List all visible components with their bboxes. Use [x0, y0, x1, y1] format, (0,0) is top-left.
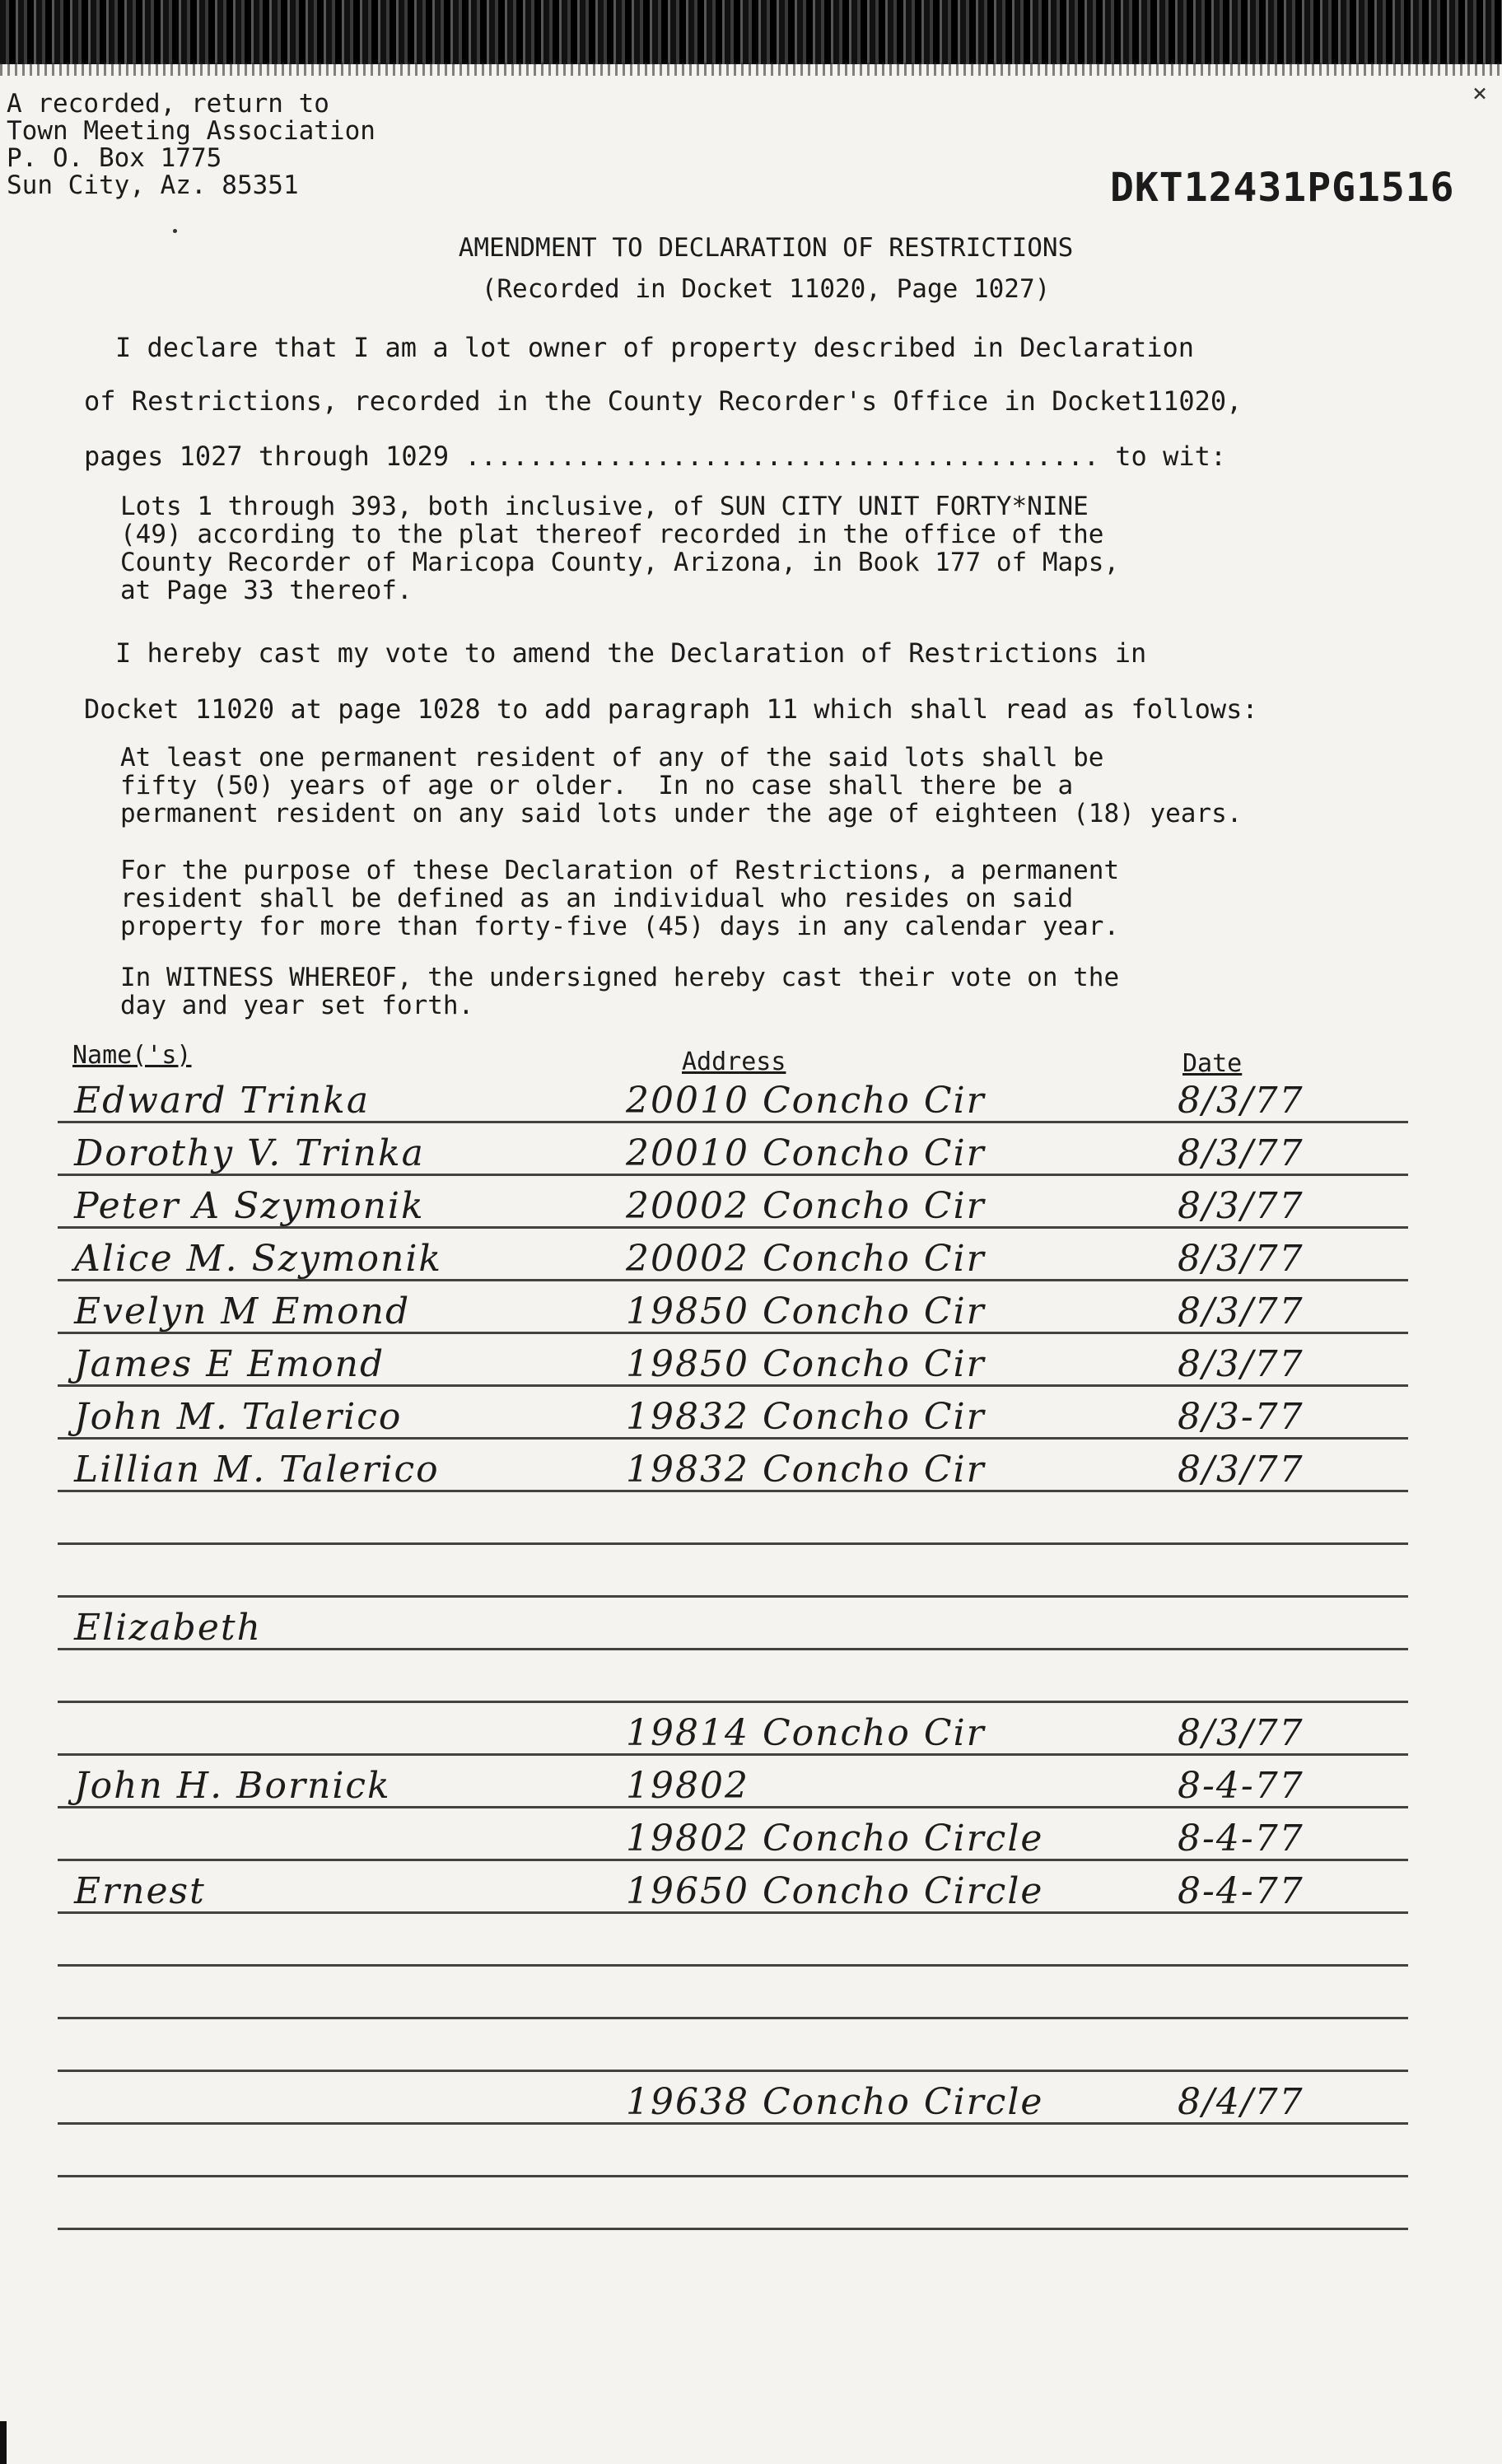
signature-name: John H. Bornick [74, 1765, 391, 1807]
signature-row [58, 2187, 1408, 2233]
return-line: Town Meeting Association [7, 116, 376, 146]
signature-date: 8/3/77 [1178, 1343, 1304, 1385]
witness-line: In WITNESS WHEREOF, the undersigned hereby cast their vote on the [120, 963, 1120, 992]
signature-name: Lillian M. Talerico [74, 1449, 440, 1491]
signature-address: 19832 Concho Cir [626, 1449, 986, 1491]
signature-date: 8/3/77 [1178, 1132, 1304, 1174]
signature-row [58, 1080, 1408, 1127]
column-header-address: Address [682, 1048, 786, 1076]
vote-line: I hereby cast my vote to amend the Declaration of Restrictions in [115, 637, 1147, 669]
signature-address: 19650 Concho Circle [626, 1870, 1044, 1912]
signature-name: John M. Talerico [74, 1396, 403, 1438]
signature-rule [58, 1595, 1408, 1598]
signature-row [58, 1924, 1408, 1970]
signature-address: 19850 Concho Cir [626, 1343, 986, 1385]
signature-date: 8/3/77 [1178, 1238, 1304, 1280]
signature-address: 19802 [626, 1765, 749, 1807]
signature-row [58, 1818, 1408, 1864]
signature-date: 8/3/77 [1178, 1185, 1304, 1227]
scan-edge-top [0, 0, 1502, 64]
column-header-name: Name('s) [72, 1041, 192, 1070]
signature-date: 8/3/77 [1178, 1449, 1304, 1491]
document-title: AMENDMENT TO DECLARATION OF RESTRICTIONS [458, 233, 1074, 263]
signature-row [58, 1449, 1408, 1496]
vote-line: Docket 11020 at page 1028 to add paragraph 11 which shall read as follows: [84, 693, 1258, 725]
signature-address: 20010 Concho Cir [626, 1080, 986, 1122]
signature-rule [58, 1701, 1408, 1703]
signature-rule [58, 1542, 1408, 1545]
signature-address: 20002 Concho Cir [626, 1185, 986, 1227]
signature-name: Ernest [74, 1870, 206, 1912]
witness-clause [120, 964, 1119, 1020]
scan-edge-left [0, 2421, 7, 2464]
signature-row [58, 1555, 1408, 1601]
signature-date: 8/3-77 [1178, 1396, 1304, 1438]
definition-line: resident shall be defined as an individual who resides on said [120, 884, 1074, 913]
signature-rule [58, 1964, 1408, 1967]
signature-address: 20010 Concho Cir [626, 1132, 986, 1174]
paragraph-line: fifty (50) years of age or older. In no case shall there be a [120, 771, 1074, 800]
signature-name: Alice M. Szymonik [74, 1238, 443, 1280]
column-header-date: Date [1182, 1049, 1243, 1078]
signature-rule [58, 2070, 1408, 2072]
corner-mark: × [1472, 79, 1488, 108]
lots-line: at Page 33 thereof. [120, 576, 413, 605]
signature-row [58, 1344, 1408, 1390]
signature-name: Dorothy V. Trinka [74, 1132, 425, 1174]
signature-date: 8/3/77 [1178, 1712, 1304, 1754]
return-line: Sun City, Az. 85351 [7, 170, 299, 200]
lots-line: (49) according to the plat thereof recorded in the office of the [120, 520, 1104, 549]
signature-row [58, 1502, 1408, 1548]
signature-row [58, 2135, 1408, 2181]
declaration-line: pages 1027 through 1029 ........................................ to wit: [84, 441, 1227, 472]
return-address [7, 91, 376, 199]
signature-row [58, 1239, 1408, 1285]
definition-line: For the purpose of these Declaration of Restrictions, a permanent [120, 856, 1120, 885]
lots-line: County Recorder of Maricopa County, Arizona, in Book 177 of Maps, [120, 548, 1120, 577]
signature-name: Peter A Szymonik [74, 1185, 425, 1227]
signature-name: Evelyn M Emond [74, 1290, 411, 1332]
signature-row [58, 2082, 1408, 2128]
signature-row [58, 1976, 1408, 2023]
lots-line: Lots 1 through 393, both inclusive, of SUN CITY UNIT FORTY*NINE [120, 492, 1089, 521]
signature-rule [58, 2228, 1408, 2230]
signature-rule [58, 2017, 1408, 2019]
signature-row [58, 1608, 1408, 1654]
signature-date: 8-4-77 [1178, 1870, 1304, 1912]
lots-description [120, 492, 1119, 604]
docket-stamp: DKT12431PG1516 [1110, 165, 1455, 211]
signature-row [58, 1660, 1408, 1706]
signature-date: 8-4-77 [1178, 1818, 1304, 1860]
signature-address: 19814 Concho Cir [626, 1712, 986, 1754]
signature-name: Edward Trinka [74, 1080, 371, 1122]
paragraph-11 [120, 744, 1242, 828]
signature-row [58, 1186, 1408, 1232]
definition-paragraph [120, 856, 1119, 940]
signature-row [58, 1291, 1408, 1337]
signature-row [58, 1713, 1408, 1759]
signature-date: 8/4/77 [1178, 2081, 1304, 2123]
return-line: P. O. Box 1775 [7, 143, 222, 173]
signature-row [58, 1397, 1408, 1443]
signature-row [58, 1871, 1408, 1917]
witness-line: day and year set forth. [120, 991, 474, 1020]
document-subtitle: (Recorded in Docket 11020, Page 1027) [481, 274, 1051, 304]
signature-address: 19850 Concho Cir [626, 1290, 986, 1332]
return-line: A recorded, return to [7, 89, 329, 119]
signature-name: Elizabeth [74, 1607, 262, 1649]
definition-line: property for more than forty-five (45) days in any calendar year. [120, 912, 1120, 941]
signature-date: 8/3/77 [1178, 1290, 1304, 1332]
signature-row [58, 1133, 1408, 1179]
signature-address: 19832 Concho Cir [626, 1396, 986, 1438]
signature-address: 19638 Concho Circle [626, 2081, 1044, 2123]
signature-name: James E Emond [74, 1343, 385, 1385]
signature-date: 8/3/77 [1178, 1080, 1304, 1122]
paragraph-line: permanent resident on any said lots under the age of eighteen (18) years. [120, 799, 1243, 828]
paragraph-line: At least one permanent resident of any of the said lots shall be [120, 743, 1104, 772]
declaration-line: of Restrictions, recorded in the County Recorder's Office in Docket11020, [84, 385, 1243, 417]
signature-address: 20002 Concho Cir [626, 1238, 986, 1280]
signature-rule [58, 2175, 1408, 2177]
signature-date: 8-4-77 [1178, 1765, 1304, 1807]
signature-row [58, 2029, 1408, 2075]
signature-row [58, 1766, 1408, 1812]
signature-address: 19802 Concho Circle [626, 1818, 1044, 1860]
declaration-line: I declare that I am a lot owner of property described in Declaration [115, 332, 1195, 363]
